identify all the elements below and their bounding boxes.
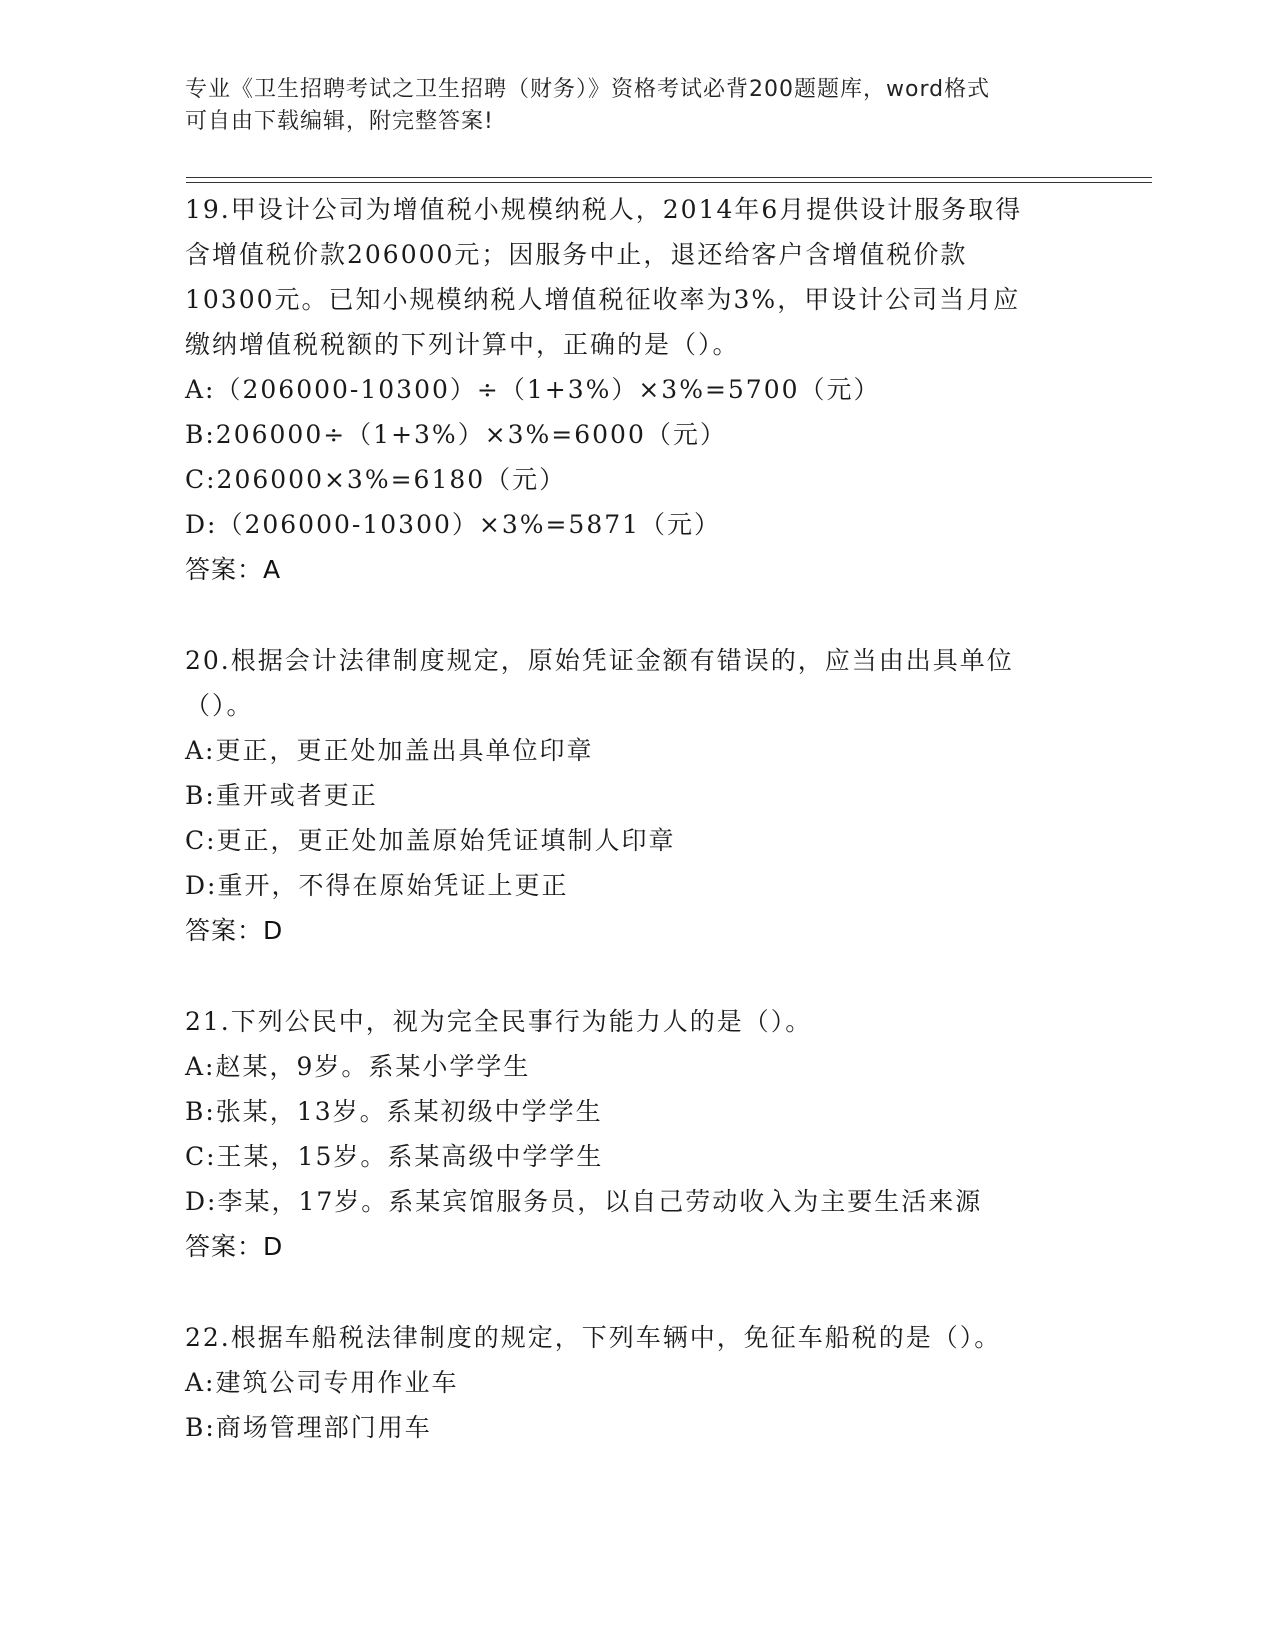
stem-line: 含增值税价款206000元；因服务中止，退还给客户含增值税价款 [185,240,968,269]
question-20 [185,638,1085,954]
option-c: C:206000×3%=6180（元） [185,465,567,494]
question-list [185,187,1085,1495]
answer: 答案：D [185,1232,284,1261]
header-divider-top [186,177,1152,178]
question-22 [185,1315,1085,1450]
option-d: D:（206000-10300）×3%=5871（元） [185,510,722,539]
option-c: C:王某，15岁。系某高级中学学生 [185,1142,604,1171]
question-stem [185,1315,1085,1360]
header-divider-bottom [186,182,1152,183]
option-a: A:（206000-10300）÷（1+3%）×3%=5700（元） [185,375,881,404]
option-b: B:商场管理部门用车 [185,1413,432,1442]
stem-line: 19.甲设计公司为增值税小规模纳税人，2014年6月提供设计服务取得 [185,195,1023,224]
option-a: A:建筑公司专用作业车 [185,1368,459,1397]
question-stem [185,999,1085,1044]
stem-line: 22.根据车船税法律制度的规定，下列车辆中，免征车船税的是（）。 [185,1323,1002,1352]
option-a: A:赵某，9岁。系某小学学生 [185,1052,531,1081]
question-stem [185,187,1085,367]
option-d: D:李某，17岁。系某宾馆服务员，以自己劳动收入为主要生活来源 [185,1187,983,1216]
document-header [185,74,1085,138]
option-c: C:更正，更正处加盖原始凭证填制人印章 [185,826,676,855]
answer: 答案：D [185,916,284,945]
option-a: A:更正，更正处加盖出具单位印章 [185,736,594,765]
question-stem [185,638,1085,728]
option-b: B:206000÷（1+3%）×3%=6000（元） [185,420,727,449]
option-b: B:张某，13岁。系某初级中学学生 [185,1097,603,1126]
stem-line: 20.根据会计法律制度规定，原始凭证金额有错误的，应当由出具单位 [185,646,1014,675]
question-19 [185,187,1085,593]
header-line-2: 可自由下载编辑，附完整答案! [185,109,494,134]
stem-line: 10300元。已知小规模纳税人增值税征收率为3%，甲设计公司当月应 [185,285,1021,314]
stem-line: （）。 [185,691,254,720]
question-21 [185,999,1085,1270]
answer: 答案：A [185,555,282,584]
header-line-1: 专业《卫生招聘考试之卫生招聘（财务）》资格考试必背200题题库，word格式 [185,77,991,102]
stem-line: 21.下列公民中，视为完全民事行为能力人的是（）。 [185,1007,813,1036]
option-b: B:重开或者更正 [185,781,378,810]
option-d: D:重开，不得在原始凭证上更正 [185,871,569,900]
stem-line: 缴纳增值税税额的下列计算中，正确的是（）。 [185,330,740,359]
